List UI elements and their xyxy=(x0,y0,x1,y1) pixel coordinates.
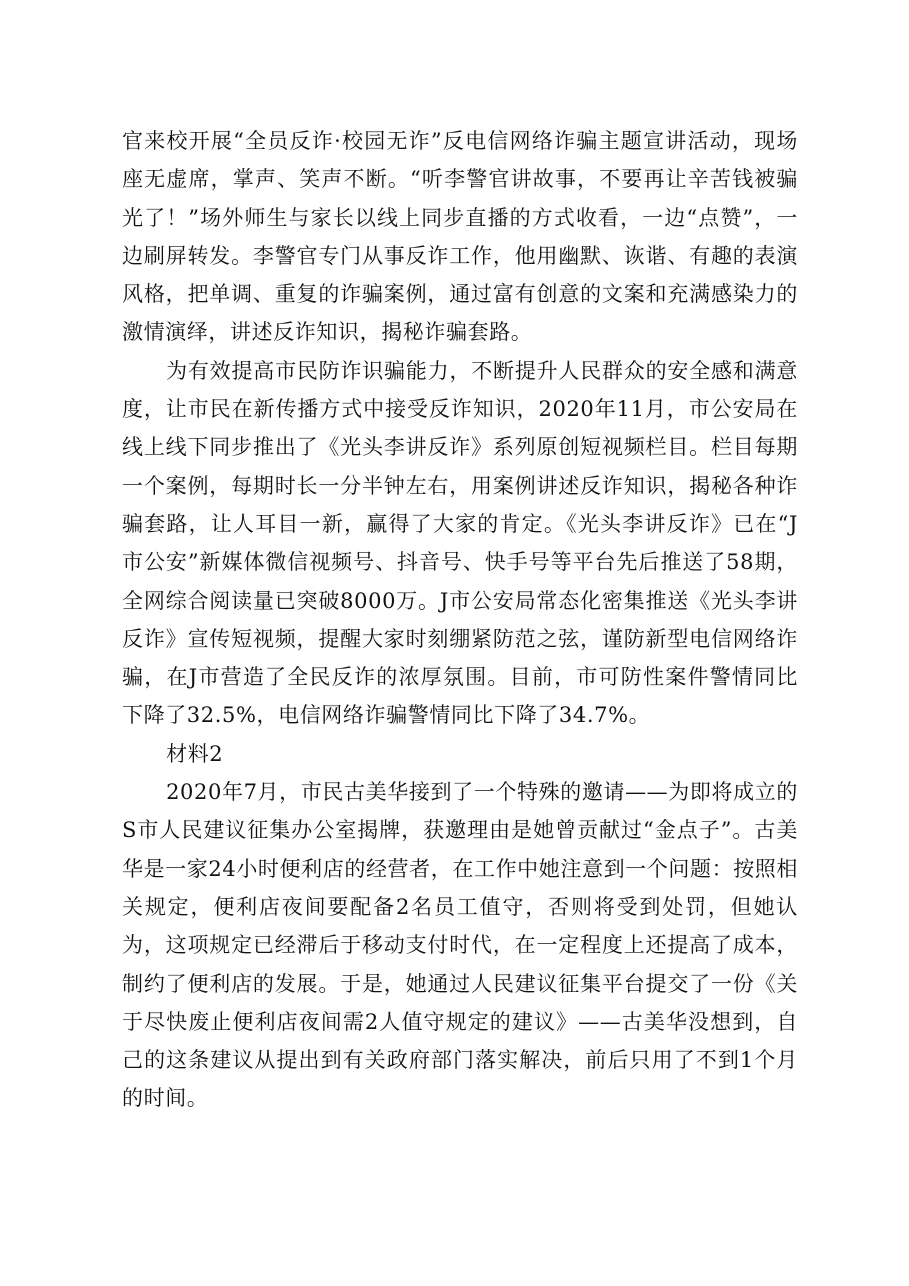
paragraph-continued: 官来校开展“全员反诈·校园无诈”反电信网络诈骗主题宣讲活动，现场座无虚席，掌声、笑声不断。“听李警官讲故事，不要再让辛苦钱被骗光了！”场外师生与家长以线上同步直播的方式收看，一边“点赞”，一边刷屏转发。李警官专门从事反诈工作，他用幽默、诙谐、有趣的表演风格，把单调、重复的诈骗案例，通过富有创意的文案和充满感染力的激情演绎，讲述反诈知识，揭秘诈骗套路。 xyxy=(122,129,798,345)
paragraph-citizen-suggestion: 2020年7月，市民古美华接到了一个特殊的邀请——为即将成立的S市人民建议征集办公室揭牌，获邀理由是她曾贡献过“金点子”。古美华是一家24小时便利店的经营者，在工作中她注意到一个问题：按照相关规定，便利店夜间要配备2名员工值守，否则将受到处罚，但她认为，这项规定已经滞后于移动支付时代，在一定程度上还提高了成本，制约了便利店的发展。于是，她通过人民建议征集平台提交了一份《关于尽快废止便利店夜间需2人值守规定的建议》——古美华没想到，自己的这条建议从提出到有关政府部门落实解决，前后只用了不到1个月的时间。 xyxy=(122,780,798,1111)
material-heading: 材料2 xyxy=(166,741,224,766)
document-page xyxy=(122,122,798,1118)
paragraph-anti-fraud-video: 为有效提高市民防诈识骗能力，不断提升人民群众的安全感和满意度，让市民在新传播方式中接受反诈知识，2020年11月，市公安局在线上线下同步推出了《光头李讲反诈》系列原创短视频栏目。栏目每期一个案例，每期时长一分半钟左右，用案例讲述反诈知识，揭秘各种诈骗套路，让人耳目一新，赢得了大家的肯定。《光头李讲反诈》已在“J市公安”新媒体微信视频号、抖音号、快手号等平台先后推送了58期，全网综合阅读量已突破8000万。J市公安局常态化密集推送《光头李讲反诈》宣传短视频，提醒大家时刻绷紧防范之弦，谨防新型电信网络诈骗，在J市营造了全民反诈的浓厚氛围。目前，市可防性案件警情同比下降了32.5%，电信网络诈骗警情同比下降了34.7%。 xyxy=(122,358,798,728)
